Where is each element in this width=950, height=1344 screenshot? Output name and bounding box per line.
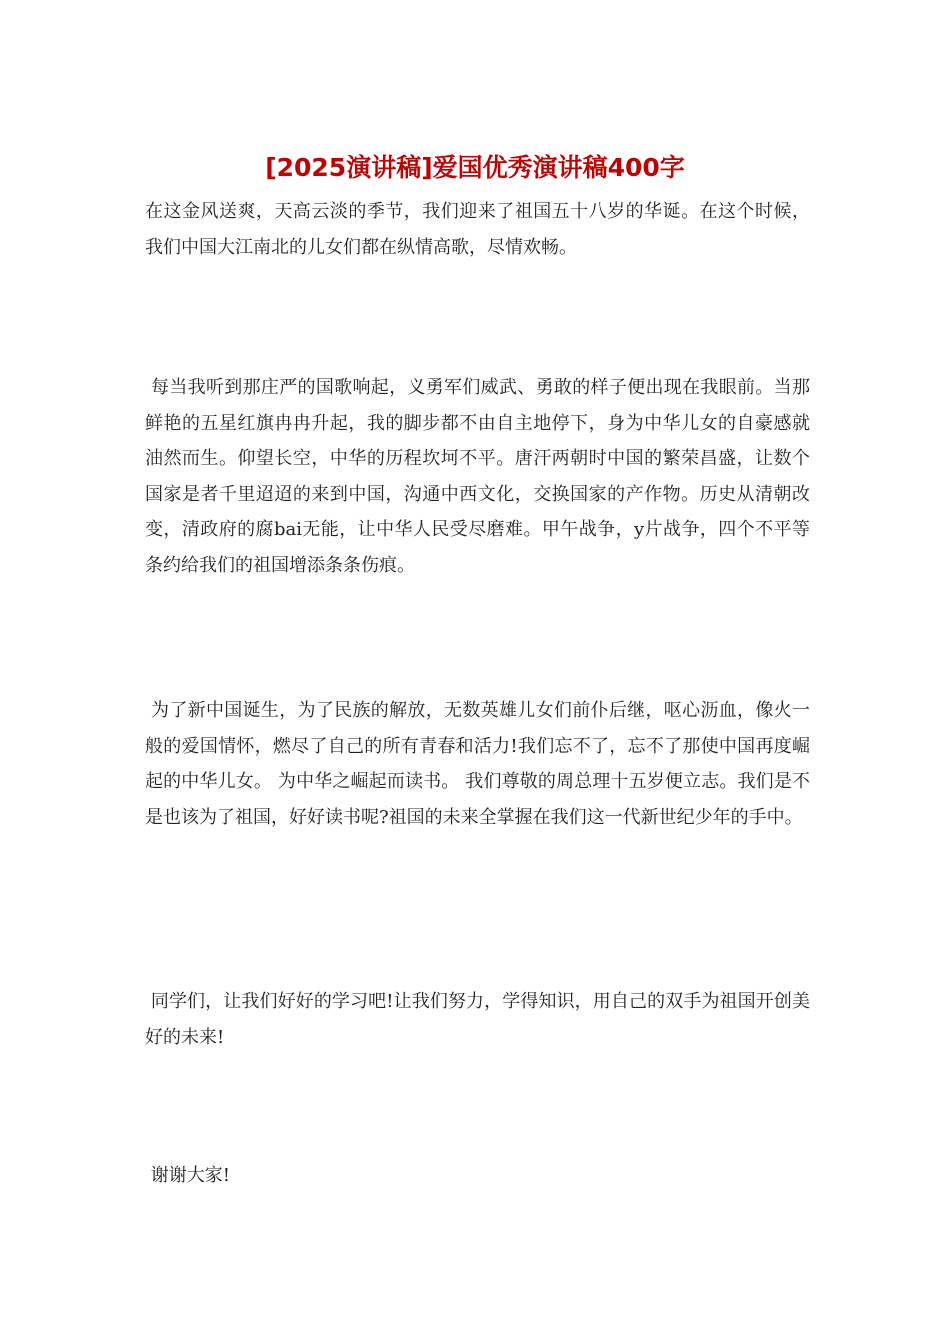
paragraph-1: 在这金风送爽，天高云淡的季节，我们迎来了祖国五十八岁的华诞。在这个时候，我们中国大江南北的儿女们都在纵情高歌，尽情欢畅。 xyxy=(145,201,810,258)
paragraph-2: 每当我听到那庄严的国歌响起，义勇军们威武、勇敢的样子便出现在我眼前。当那鲜艳的五星红旗冉冉升起，我的脚步都不由自主地停下，身为中华儿女的自豪感就油然而生。仰望长空，中华的历程坎坷不平。唐汗两朝时中国的繁荣昌盛，让数个国家是者千里迢迢的来到中国，沟通中西文化，交换国家的产作物。历史从清朝改变，清政府的腐bai无能，让中华人民受尽磨难。甲午战争，y片战争，四个不平等条约给我们的祖国增添条条伤痕。 xyxy=(145,377,810,576)
paragraph-5: 谢谢大家! xyxy=(145,1165,230,1186)
paragraph-4: 同学们，让我们好好的学习吧!让我们努力，学得知识，用自己的双手为祖国开创美好的未来! xyxy=(145,991,810,1048)
paragraph-3: 为了新中国诞生，为了民族的解放，无数英雄儿女们前仆后继，呕心沥血，像火一般的爱国情怀，燃尽了自己的所有青春和活力!我们忘不了，忘不了那使中国再度崛起的中华儿女。 为中华之崛起而读书。 我们尊敬的周总理十五岁便立志。我们是不是也该为了祖国，好好读书呢?祖国的未来全掌握在我们这一代新世纪少年的手中。 xyxy=(145,700,810,828)
document-title: [2025演讲稿]爱国优秀演讲稿400字 xyxy=(265,153,685,182)
